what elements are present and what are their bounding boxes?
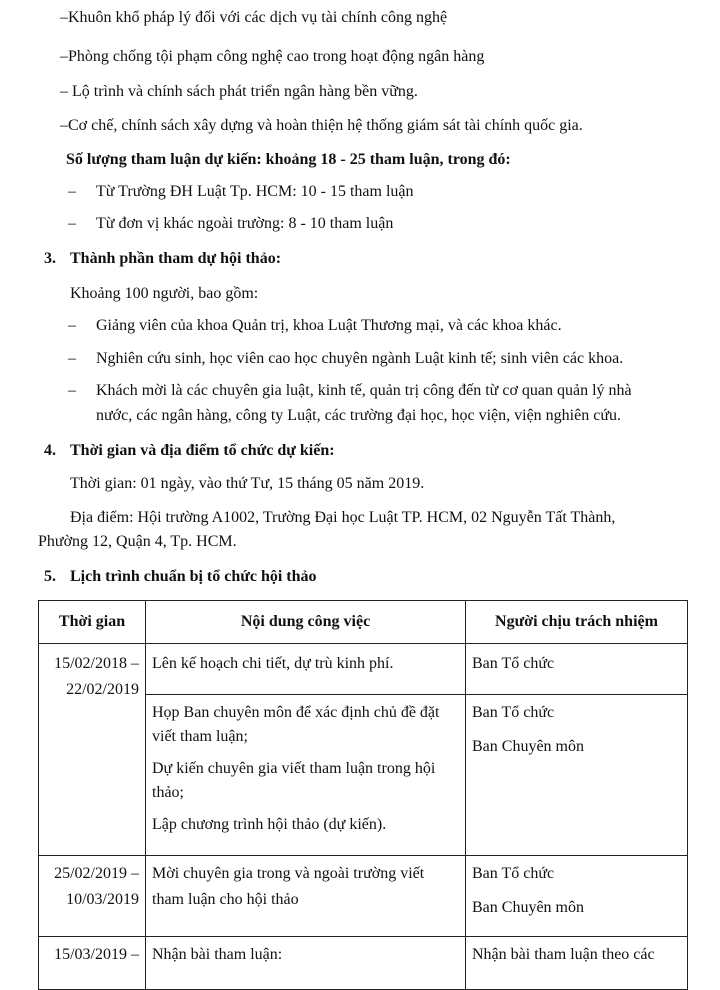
papers-item-2: Từ đơn vị khác ngoài trường: 8 - 10 tham luận bbox=[96, 215, 394, 232]
attendee-item-3-cont: nước, các ngân hàng, công ty Luật, các trường đại học, học viện, viện nghiên cứu. bbox=[96, 407, 621, 424]
owner-cell bbox=[466, 644, 688, 695]
task-text: tham luận cho hội thảo bbox=[152, 891, 299, 908]
task-cell bbox=[146, 695, 466, 856]
section-3-number: 3. bbox=[44, 250, 56, 267]
task-text: Lên kế hoạch chi tiết, dự trù kinh phí. bbox=[152, 655, 394, 672]
task-text: thảo; bbox=[152, 784, 184, 801]
owner-cell bbox=[466, 937, 688, 990]
time-start: 15/03/2019 – bbox=[54, 946, 139, 963]
topic-item-1: –Khuôn khổ pháp lý đối với các dịch vụ tài chính công nghệ bbox=[60, 9, 448, 26]
table-row bbox=[39, 937, 688, 990]
event-time: Thời gian: 01 ngày, vào thứ Tư, 15 tháng 05 năm 2019. bbox=[70, 475, 425, 492]
topic-item-4: –Cơ chế, chính sách xây dựng và hoàn thiện hệ thống giám sát tài chính quốc gia. bbox=[60, 117, 583, 134]
section-4-number: 4. bbox=[44, 442, 56, 459]
dash-bullet: – bbox=[68, 215, 76, 232]
task-text: Lập chương trình hội thảo (dự kiến). bbox=[152, 816, 387, 833]
task-text: Dự kiến chuyên gia viết tham luận trong hội bbox=[152, 760, 436, 777]
owner-text: Ban Chuyên môn bbox=[472, 899, 584, 916]
table-header-row bbox=[39, 601, 688, 644]
time-cell bbox=[39, 856, 146, 937]
owner-text: Nhận bài tham luận theo các bbox=[472, 946, 655, 963]
header-task: Nội dung công việc bbox=[146, 601, 466, 644]
topic-item-2: –Phòng chống tội phạm công nghệ cao trong hoạt động ngân hàng bbox=[60, 48, 485, 65]
owner-text: Ban Chuyên môn bbox=[472, 738, 584, 755]
topic-item-3: – Lộ trình và chính sách phát triển ngân hàng bền vững. bbox=[60, 83, 418, 100]
task-cell bbox=[146, 856, 466, 937]
section-3-title: Thành phần tham dự hội thảo: bbox=[70, 250, 282, 267]
event-place: Địa điểm: Hội trường A1002, Trường Đại học Luật TP. HCM, 02 Nguyễn Tất Thành, bbox=[70, 509, 616, 526]
dash-bullet: – bbox=[68, 382, 76, 399]
task-cell bbox=[146, 937, 466, 990]
table-row bbox=[39, 644, 688, 695]
papers-heading: Số lượng tham luận dự kiến: khoảng 18 - 25 tham luận, trong đó: bbox=[66, 151, 511, 168]
owner-text: Ban Tổ chức bbox=[472, 704, 555, 721]
time-cell bbox=[39, 644, 146, 856]
owner-text: Ban Tổ chức bbox=[472, 865, 555, 882]
time-end: 10/03/2019 bbox=[66, 891, 139, 908]
section-5-title: Lịch trình chuẩn bị tổ chức hội thảo bbox=[70, 568, 317, 585]
schedule-table bbox=[38, 600, 688, 990]
header-owner: Người chịu trách nhiệm bbox=[466, 601, 688, 644]
papers-item-1: Từ Trường ĐH Luật Tp. HCM: 10 - 15 tham luận bbox=[96, 183, 414, 200]
dash-bullet: – bbox=[68, 317, 76, 334]
attendee-item-1: Giảng viên của khoa Quản trị, khoa Luật Thương mại, và các khoa khác. bbox=[96, 317, 562, 334]
section-4-title: Thời gian và địa điểm tổ chức dự kiến: bbox=[70, 442, 335, 459]
task-cell bbox=[146, 644, 466, 695]
dash-bullet: – bbox=[68, 183, 76, 200]
task-text: viết tham luận; bbox=[152, 728, 248, 745]
time-end: 22/02/2019 bbox=[66, 681, 139, 698]
event-place-cont: Phường 12, Quận 4, Tp. HCM. bbox=[38, 533, 237, 550]
task-text: Nhận bài tham luận: bbox=[152, 946, 283, 963]
header-time: Thời gian bbox=[39, 601, 146, 644]
time-start: 25/02/2019 – bbox=[54, 865, 139, 882]
time-start: 15/02/2018 – bbox=[54, 655, 139, 672]
section-3-intro: Khoảng 100 người, bao gồm: bbox=[70, 285, 259, 302]
table-row bbox=[39, 856, 688, 937]
owner-cell bbox=[466, 695, 688, 856]
owner-cell bbox=[466, 856, 688, 937]
section-5-number: 5. bbox=[44, 568, 56, 585]
task-text: Họp Ban chuyên môn để xác định chủ đề đặt bbox=[152, 704, 440, 721]
task-text: Mời chuyên gia trong và ngoài trường viết bbox=[152, 865, 425, 882]
attendee-item-2: Nghiên cứu sinh, học viên cao học chuyên ngành Luật kinh tế; sinh viên các khoa. bbox=[96, 350, 624, 367]
time-cell bbox=[39, 937, 146, 990]
attendee-item-3: Khách mời là các chuyên gia luật, kinh tế, quản trị công đến từ cơ quan quản lý nhà bbox=[96, 382, 632, 399]
owner-text: Ban Tổ chức bbox=[472, 655, 555, 672]
dash-bullet: – bbox=[68, 350, 76, 367]
